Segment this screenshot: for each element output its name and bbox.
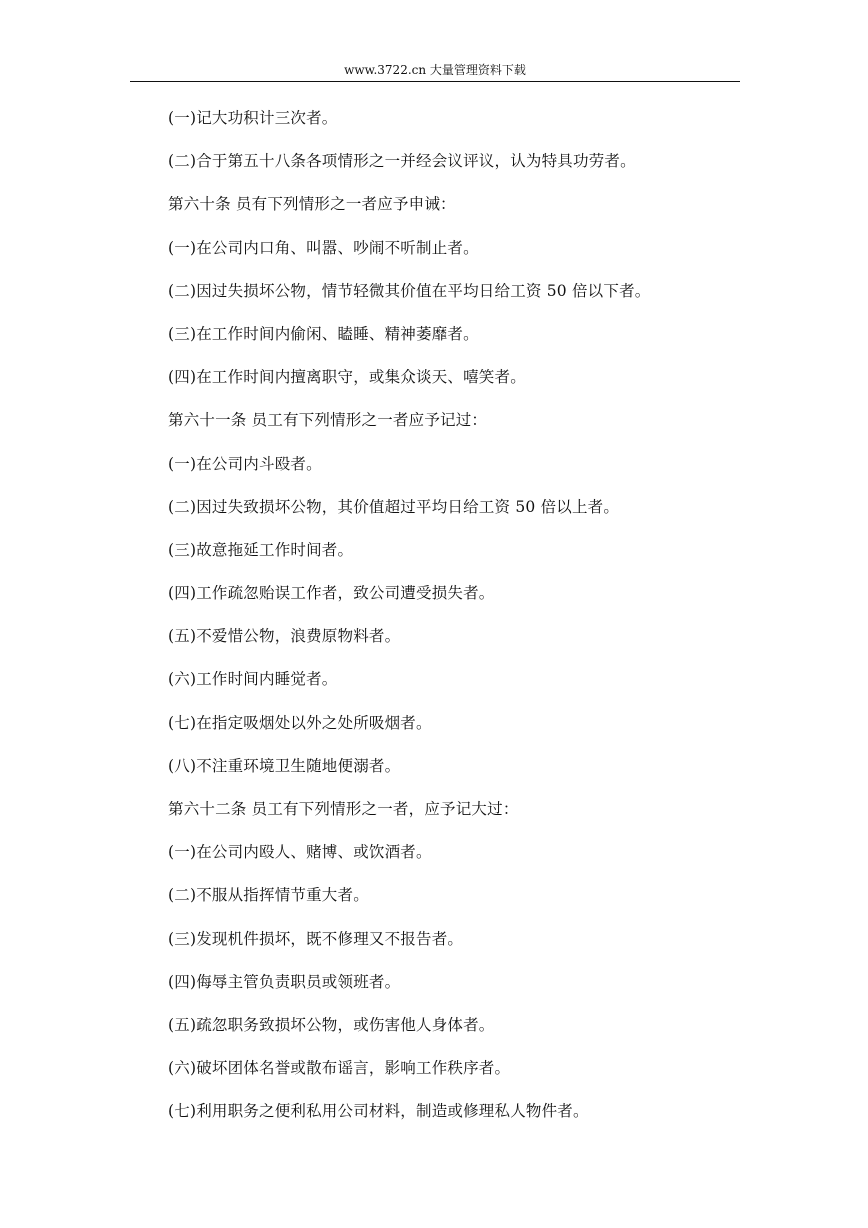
text-line: (三)在工作时间内偷闲、瞌睡、精神萎靡者。: [168, 324, 479, 343]
text-line: (四)在工作时间内擅离职守，或集众谈天、嘻笑者。: [168, 368, 526, 387]
text-line: (七)在指定吸烟处以外之处所吸烟者。: [168, 713, 432, 732]
text-line: (二)因过失损坏公物，情节轻微其价值在平均日给工资 50 倍以下者。: [168, 281, 651, 300]
text-line: (八)不注重环境卫生随地便溺者。: [168, 756, 401, 775]
text-line: (五)不爱惜公物，浪费原物料者。: [168, 627, 401, 646]
text-line: (七)利用职务之便利私用公司材料，制造或修理私人物件者。: [168, 1102, 589, 1121]
header-rule: [130, 81, 740, 82]
text-line: (三)发现机件损坏，既不修理又不报告者。: [168, 929, 464, 948]
text-line: (二)因过失致损坏公物，其价值超过平均日给工资 50 倍以上者。: [168, 497, 620, 516]
text-line: (三)故意拖延工作时间者。: [168, 540, 354, 559]
text-line: (一)在公司内口角、叫嚣、吵闹不听制止者。: [168, 238, 479, 257]
text-line: (二)合于第五十八条各项情形之一并经会议评议，认为特具功劳者。: [168, 152, 636, 171]
text-line: (五)疏忽职务致损坏公物，或伤害他人身体者。: [168, 1015, 495, 1034]
text-line: (四)侮辱主管负责职员或领班者。: [168, 972, 401, 991]
text-line: (二)不服从指挥情节重大者。: [168, 886, 369, 905]
article-heading: 第六十一条 员工有下列情形之一者应予记过：: [168, 411, 488, 430]
text-line: (一)记大功积计三次者。: [168, 109, 338, 127]
article-heading: 第六十条 员有下列情形之一者应予申诫：: [168, 195, 456, 214]
text-line: (四)工作疏忽贻误工作者，致公司遭受损失者。: [168, 584, 495, 603]
text-line: (六)工作时间内睡觉者。: [168, 670, 338, 689]
text-line: (一)在公司内斗殴者。: [168, 454, 322, 473]
text-line: (六)破坏团体名誉或散布谣言，影响工作秩序者。: [168, 1059, 511, 1078]
article-heading: 第六十二条 员工有下列情形之一者，应予记大过：: [168, 800, 519, 818]
page-header: www.3722.cn 大量管理资料下载: [344, 63, 526, 77]
document-body: [168, 103, 748, 1140]
text-line: (一)在公司内殴人、赌博、或饮酒者。: [168, 843, 432, 862]
